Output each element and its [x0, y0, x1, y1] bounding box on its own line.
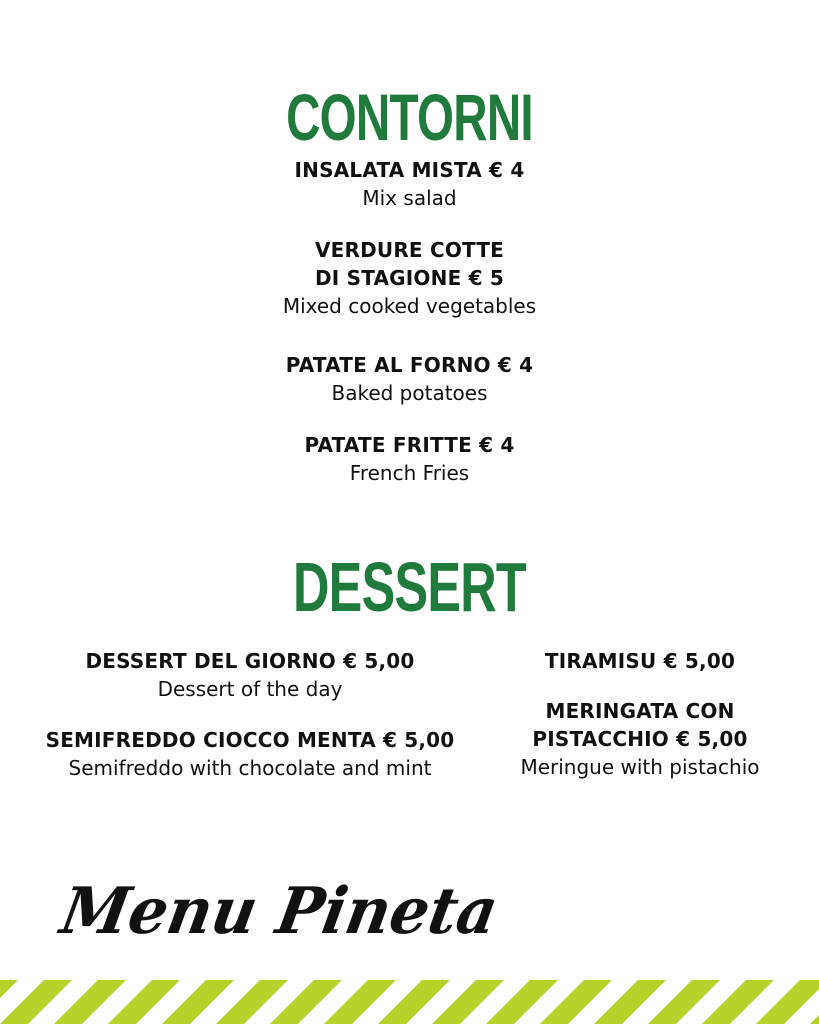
item-name: PATATE FRITTE € 4 [304, 433, 515, 457]
item-name-line-1: VERDURE COTTE [314, 238, 505, 262]
menu-item-insalata-mista [0, 156, 819, 212]
item-description: Semifreddo with chocolate and mint [68, 756, 432, 780]
item-name-line-1: MERINGATA CON [545, 699, 735, 723]
item-name: PATATE AL FORNO € 4 [285, 353, 534, 377]
item-description: Meringue with pistachio [520, 755, 760, 779]
item-name: TIRAMISU € 5,00 [544, 649, 736, 673]
item-name: DESSERT DEL GIORNO € 5,00 [85, 649, 415, 673]
menu-item-meringata [480, 697, 800, 781]
item-description: French Fries [349, 461, 470, 485]
stripe-decoration [0, 980, 819, 1024]
menu-item-verdure-cotte [0, 236, 819, 320]
item-name-line-2: DI STAGIONE € 5 [315, 266, 504, 290]
item-description: Mixed cooked vegetables [282, 294, 537, 318]
brand-logo: Menu Pineta [55, 874, 504, 949]
item-name-line-2: PISTACCHIO € 5,00 [532, 727, 748, 751]
item-name: INSALATA MISTA € 4 [294, 158, 525, 182]
menu-item-patate-al-forno [0, 351, 819, 407]
menu-item-semifreddo [20, 726, 480, 782]
menu-item-patate-fritte [0, 431, 819, 487]
contorni-heading: CONTORNI [286, 80, 533, 154]
menu-item-tiramisu [480, 647, 800, 675]
item-name: SEMIFREDDO CIOCCO MENTA € 5,00 [45, 728, 455, 752]
item-description: Baked potatoes [331, 381, 488, 405]
dessert-heading: DESSERT [292, 548, 527, 626]
menu-item-dessert-del-giorno [20, 647, 480, 703]
item-description: Mix salad [362, 186, 457, 210]
item-description: Dessert of the day [157, 677, 343, 701]
